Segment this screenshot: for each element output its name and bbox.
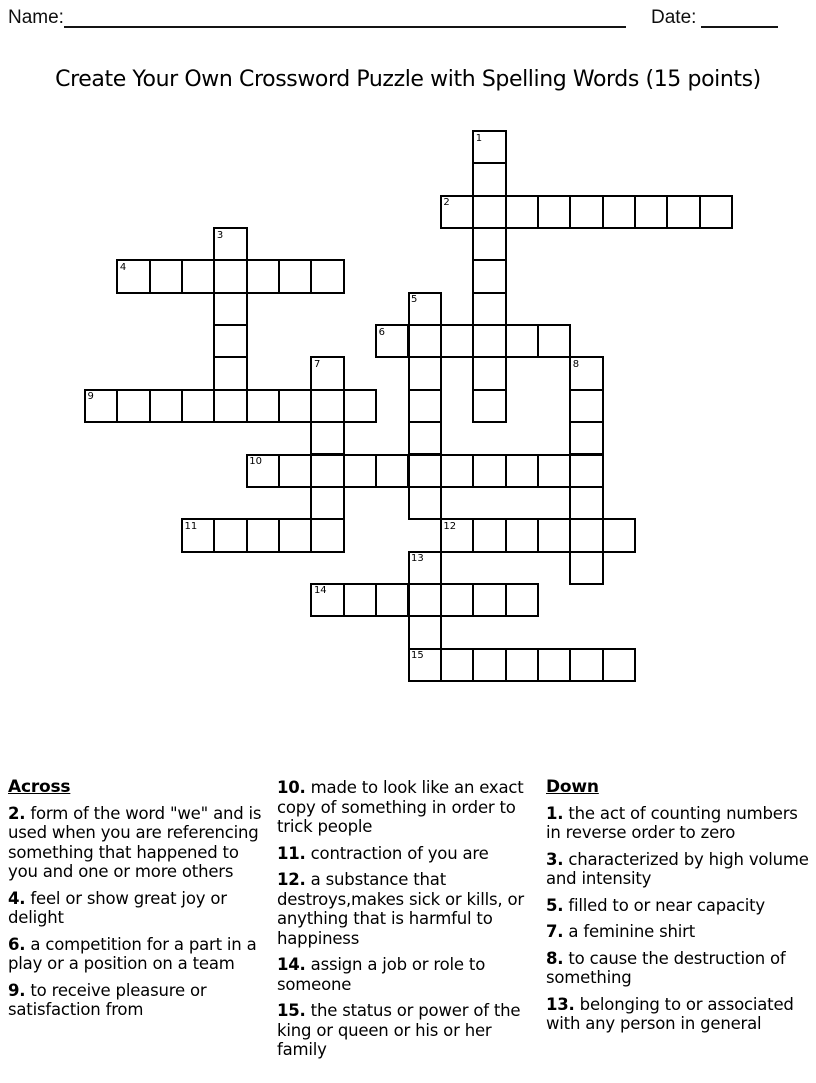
crossword-cell[interactable] (408, 486, 442, 520)
clue-item: 15. the status or power of the king or queen or his or her family (277, 1001, 521, 1059)
crossword-cell[interactable] (343, 583, 377, 617)
crossword-cell[interactable] (278, 518, 312, 552)
crossword-cell[interactable] (408, 615, 442, 649)
crossword-cell[interactable] (505, 648, 539, 682)
clue-number-label: 1. (546, 803, 564, 823)
crossword-cell[interactable] (310, 259, 344, 293)
clue-number-label: 12. (277, 870, 306, 889)
clue-item: 6. a competition for a part in a play or a position on a team (8, 934, 257, 973)
crossword-cell[interactable] (213, 324, 247, 358)
crossword-cell[interactable] (472, 356, 506, 390)
clue-number-label: 7. (546, 922, 564, 941)
grid-clue-number: 13 (411, 553, 424, 565)
crossword-cell[interactable] (472, 518, 506, 552)
crossword-cell[interactable] (408, 389, 442, 423)
crossword-cell[interactable] (472, 259, 506, 293)
clue-item: 12. a substance that destroys,makes sick or kills, or anything that is harmful to happiness (277, 870, 525, 948)
crossword-cell[interactable] (666, 195, 700, 229)
crossword-cell[interactable] (408, 583, 442, 617)
crossword-cell[interactable] (213, 518, 247, 552)
grid-clue-number: 7 (313, 358, 321, 370)
grid-clue-number: 9 (87, 391, 94, 403)
grid-clue-number: 4 (119, 261, 127, 273)
crossword-cell[interactable] (472, 162, 506, 196)
grid-clue-number: 6 (378, 326, 386, 338)
grid-clue-number: 14 (313, 585, 327, 597)
crossword-cell[interactable] (472, 648, 506, 682)
crossword-cell[interactable] (472, 195, 506, 229)
crossword-cell[interactable] (375, 454, 409, 488)
crossword-cell[interactable] (569, 648, 603, 682)
crossword-cell[interactable] (569, 454, 603, 488)
crossword-cell[interactable] (408, 454, 442, 488)
crossword-cell[interactable] (505, 454, 539, 488)
crossword-cell[interactable] (278, 259, 312, 293)
clue-item: 4. feel or show great joy or delight (8, 888, 227, 927)
clue-number-label: 15. (277, 1001, 306, 1020)
clue-number-label: 10. (277, 778, 306, 797)
grid-clue-number: 8 (572, 358, 580, 370)
clue-item: 7. a feminine shirt (546, 922, 695, 941)
crossword-cell[interactable] (149, 389, 183, 423)
crossword-cell[interactable] (246, 518, 280, 552)
crossword-cell[interactable] (472, 227, 506, 261)
crossword-cell[interactable] (569, 195, 603, 229)
crossword-cell[interactable] (213, 292, 247, 326)
crossword-cell[interactable] (116, 389, 150, 423)
clue-number-label: 13. (546, 994, 575, 1014)
clue-item: 9. to receive pleasure or satisfaction from (8, 980, 207, 1019)
clue-number-label: 11. (277, 843, 306, 863)
date-label: Date: (651, 7, 697, 28)
crossword-cell[interactable] (537, 195, 571, 229)
crossword-cell[interactable] (310, 486, 344, 520)
grid-clue-number: 3 (216, 229, 224, 241)
clue-number-label: 9. (8, 980, 26, 1000)
crossword-cell[interactable] (181, 389, 215, 423)
crossword-cell[interactable] (310, 454, 344, 488)
crossword-cell[interactable] (181, 259, 215, 293)
crossword-cell[interactable] (278, 389, 312, 423)
grid-clue-number: 12 (443, 520, 457, 532)
clue-item: 11. contraction of you are (277, 843, 489, 863)
crossword-cell[interactable] (569, 551, 603, 585)
grid-clue-number: 11 (184, 520, 198, 532)
clue-number-label: 3. (546, 849, 564, 869)
crossword-cell[interactable] (213, 389, 247, 423)
clue-item: 5. filled to or near capacity (546, 895, 765, 915)
grid-clue-number: 1 (475, 132, 483, 144)
crossword-cell[interactable] (505, 324, 539, 358)
crossword-cell[interactable] (634, 195, 668, 229)
page-title: Create Your Own Crossword Puzzle with Spelling Words (15 points) (55, 67, 761, 92)
crossword-cell[interactable] (472, 324, 506, 358)
crossword-cell[interactable] (537, 648, 571, 682)
clue-item: 10. made to look like an exact copy of something in order to trick people (277, 778, 524, 836)
name-label: Name: (8, 7, 64, 28)
crossword-cell[interactable] (213, 356, 247, 390)
crossword-cell[interactable] (569, 389, 603, 423)
grid-clue-number: 15 (411, 650, 424, 662)
crossword-cell[interactable] (569, 486, 603, 520)
grid-clue-number: 10 (249, 456, 262, 467)
crossword-cell[interactable] (537, 324, 571, 358)
clue-number-label: 14. (277, 955, 306, 974)
crossword-cell[interactable] (440, 324, 474, 358)
crossword-cell[interactable] (505, 518, 539, 552)
crossword-cell[interactable] (408, 356, 442, 390)
crossword-cell[interactable] (278, 454, 312, 488)
clues-section-header: Across (8, 777, 71, 797)
clues-across-column (8, 778, 271, 1027)
crossword-cell[interactable] (505, 583, 539, 617)
crossword-cell[interactable] (246, 389, 280, 423)
crossword-cell[interactable] (310, 518, 344, 552)
crossword-cell[interactable] (440, 583, 474, 617)
crossword-cell[interactable] (472, 389, 506, 423)
crossword-cell[interactable] (699, 195, 733, 229)
crossword-cell[interactable] (472, 454, 506, 488)
crossword-cell[interactable] (408, 421, 442, 455)
crossword-cell[interactable] (537, 454, 571, 488)
crossword-cell[interactable] (375, 583, 409, 617)
crossword-cell[interactable] (149, 259, 183, 293)
crossword-cell[interactable] (472, 583, 506, 617)
grid-clue-number: 5 (411, 294, 418, 306)
clue-number-label: 4. (8, 888, 26, 908)
crossword-cell[interactable] (472, 292, 506, 326)
crossword-cell[interactable] (440, 454, 474, 488)
crossword-cell[interactable] (310, 421, 344, 455)
clues-section-header: Down (546, 777, 599, 797)
crossword-cell[interactable] (440, 648, 474, 682)
crossword-cell[interactable] (602, 195, 636, 229)
clue-number-label: 8. (546, 948, 564, 968)
clue-number-label: 6. (8, 934, 26, 954)
clue-item: 1. the act of counting numbers in reverse order to zero (546, 803, 798, 842)
crossword-cell[interactable] (246, 259, 280, 293)
crossword-cell[interactable] (343, 454, 377, 488)
crossword-cell[interactable] (310, 389, 344, 423)
grid-clue-number: 2 (443, 197, 450, 209)
clue-number-label: 2. (8, 803, 26, 823)
clue-number-label: 5. (546, 895, 564, 915)
clues-down-column (546, 778, 812, 1041)
crossword-cell[interactable] (602, 518, 636, 552)
clue-item: 13. belonging to or associated with any person in general (546, 994, 794, 1033)
crossword-cell[interactable] (408, 324, 442, 358)
clue-item: 8. to cause the destruction of something (546, 948, 786, 987)
crossword-cell[interactable] (505, 195, 539, 229)
crossword-cell[interactable] (569, 421, 603, 455)
crossword-cell[interactable] (569, 518, 603, 552)
crossword-cell[interactable] (537, 518, 571, 552)
clue-item: 14. assign a job or role to someone (277, 955, 486, 994)
crossword-cell[interactable] (602, 648, 636, 682)
crossword-cell[interactable] (343, 389, 377, 423)
clue-item: 3. characterized by high volume and intensity (546, 849, 809, 888)
clue-item: 2. form of the word "we" and is used when you are referencing something that happened to you and one or more others (8, 803, 262, 881)
crossword-cell[interactable] (213, 259, 247, 293)
clues-across-continued-column (277, 778, 541, 1067)
